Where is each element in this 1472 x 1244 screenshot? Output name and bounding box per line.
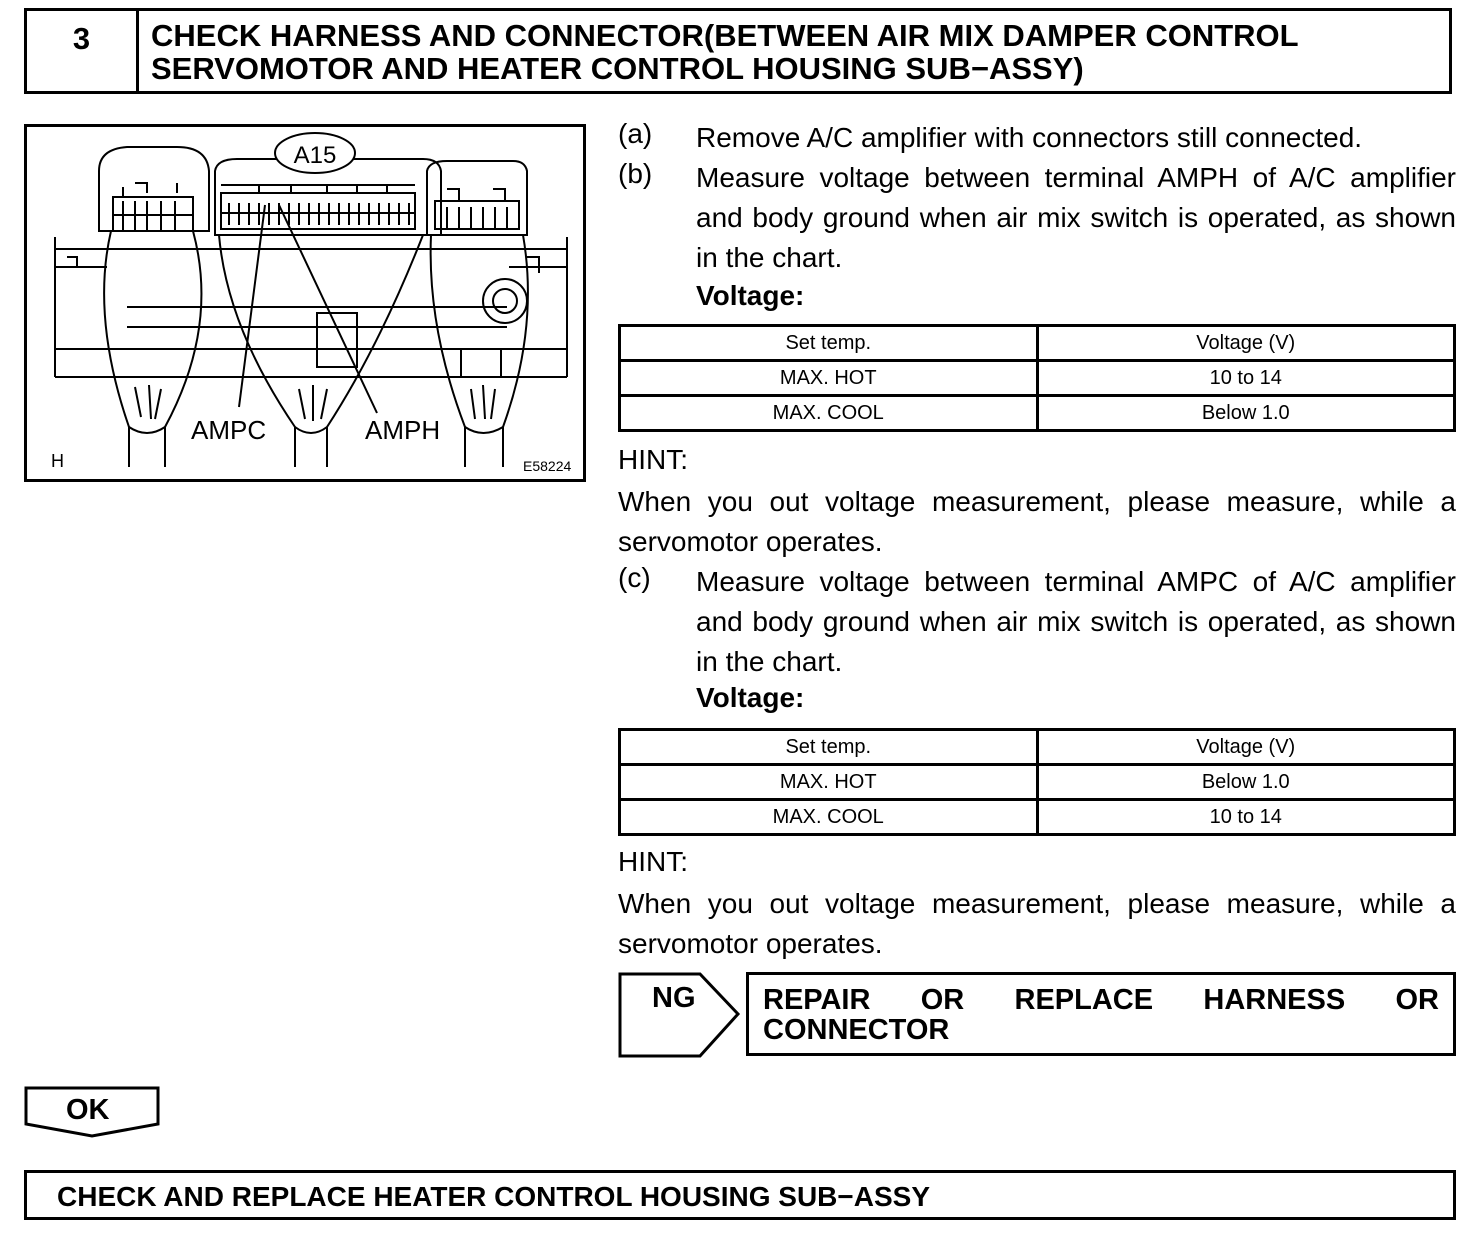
- table-row: [620, 396, 1455, 431]
- hint-text-2: When you out voltage measurement, please measure, while a servomotor operates.: [618, 888, 1456, 959]
- table-row: [620, 361, 1455, 396]
- hint-label-1: HINT:: [618, 444, 688, 475]
- table-cell: MAX. COOL: [620, 396, 1038, 431]
- table-header-cell: Set temp.: [620, 326, 1038, 361]
- step-a-letter: (a): [618, 118, 653, 149]
- step-b-text: Measure voltage between terminal AMPH of A/C amplifier and body ground when air mix switch is operated, as shown in the chart.: [696, 162, 1456, 273]
- figure-id: E58224: [523, 458, 572, 474]
- terminal-label-amph: AMPH: [365, 415, 441, 445]
- table-cell: MAX. HOT: [620, 765, 1038, 800]
- step-header: [24, 8, 1452, 94]
- final-action-box: [24, 1170, 1456, 1220]
- hint-text-1: When you out voltage measurement, please measure, while a servomotor operates.: [618, 486, 1456, 557]
- terminal-label-ampc: AMPC: [191, 415, 267, 445]
- table-cell: Below 1.0: [1037, 765, 1455, 800]
- table-cell: Below 1.0: [1037, 396, 1455, 431]
- table-row: [620, 800, 1455, 835]
- step-number: 3: [27, 11, 139, 91]
- table-header-cell: Set temp.: [620, 730, 1038, 765]
- step-c-text: Measure voltage between terminal AMPC of A/C amplifier and body ground when air mix switch is operated, as shown in the chart.: [696, 566, 1456, 677]
- table-header-cell: Voltage (V): [1037, 326, 1455, 361]
- final-action-text: CHECK AND REPLACE HEATER CONTROL HOUSING SUB−ASSY: [57, 1181, 931, 1212]
- connector-illustration: [24, 124, 586, 482]
- voltage-table-b: [618, 324, 1456, 432]
- ng-label: NG: [652, 982, 696, 1014]
- table-cell: MAX. HOT: [620, 361, 1038, 396]
- table-header-row: [620, 326, 1455, 361]
- step-a-text: Remove A/C amplifier with connectors still connected.: [696, 122, 1363, 153]
- table-cell: 10 to 14: [1037, 361, 1455, 396]
- connector-label: A15: [293, 142, 337, 169]
- ng-result-box: [746, 972, 1456, 1056]
- table-cell: MAX. COOL: [620, 800, 1038, 835]
- ng-result-text: REPAIR OR REPLACE HARNESS OR CONNECTOR: [763, 984, 1439, 1046]
- ok-label: OK: [66, 1094, 110, 1126]
- voltage-label-c: Voltage:: [696, 682, 805, 713]
- voltage-table-c: [618, 728, 1456, 836]
- step-c-letter: (c): [618, 562, 651, 593]
- table-header-cell: Voltage (V): [1037, 730, 1455, 765]
- table-row: [620, 765, 1455, 800]
- step-b-letter: (b): [618, 158, 653, 189]
- hint-label-2: HINT:: [618, 846, 688, 877]
- step-title: CHECK HARNESS AND CONNECTOR(BETWEEN AIR MIX DAMPER CONTROL SERVOMOTOR AND HEATER CONTROL HOUSING SUB−ASSY): [151, 18, 1299, 86]
- voltage-label-b: Voltage:: [696, 280, 805, 311]
- table-cell: 10 to 14: [1037, 800, 1455, 835]
- illustration-corner-label: H: [51, 451, 64, 471]
- table-header-row: [620, 730, 1455, 765]
- connector-drawing: [27, 127, 583, 479]
